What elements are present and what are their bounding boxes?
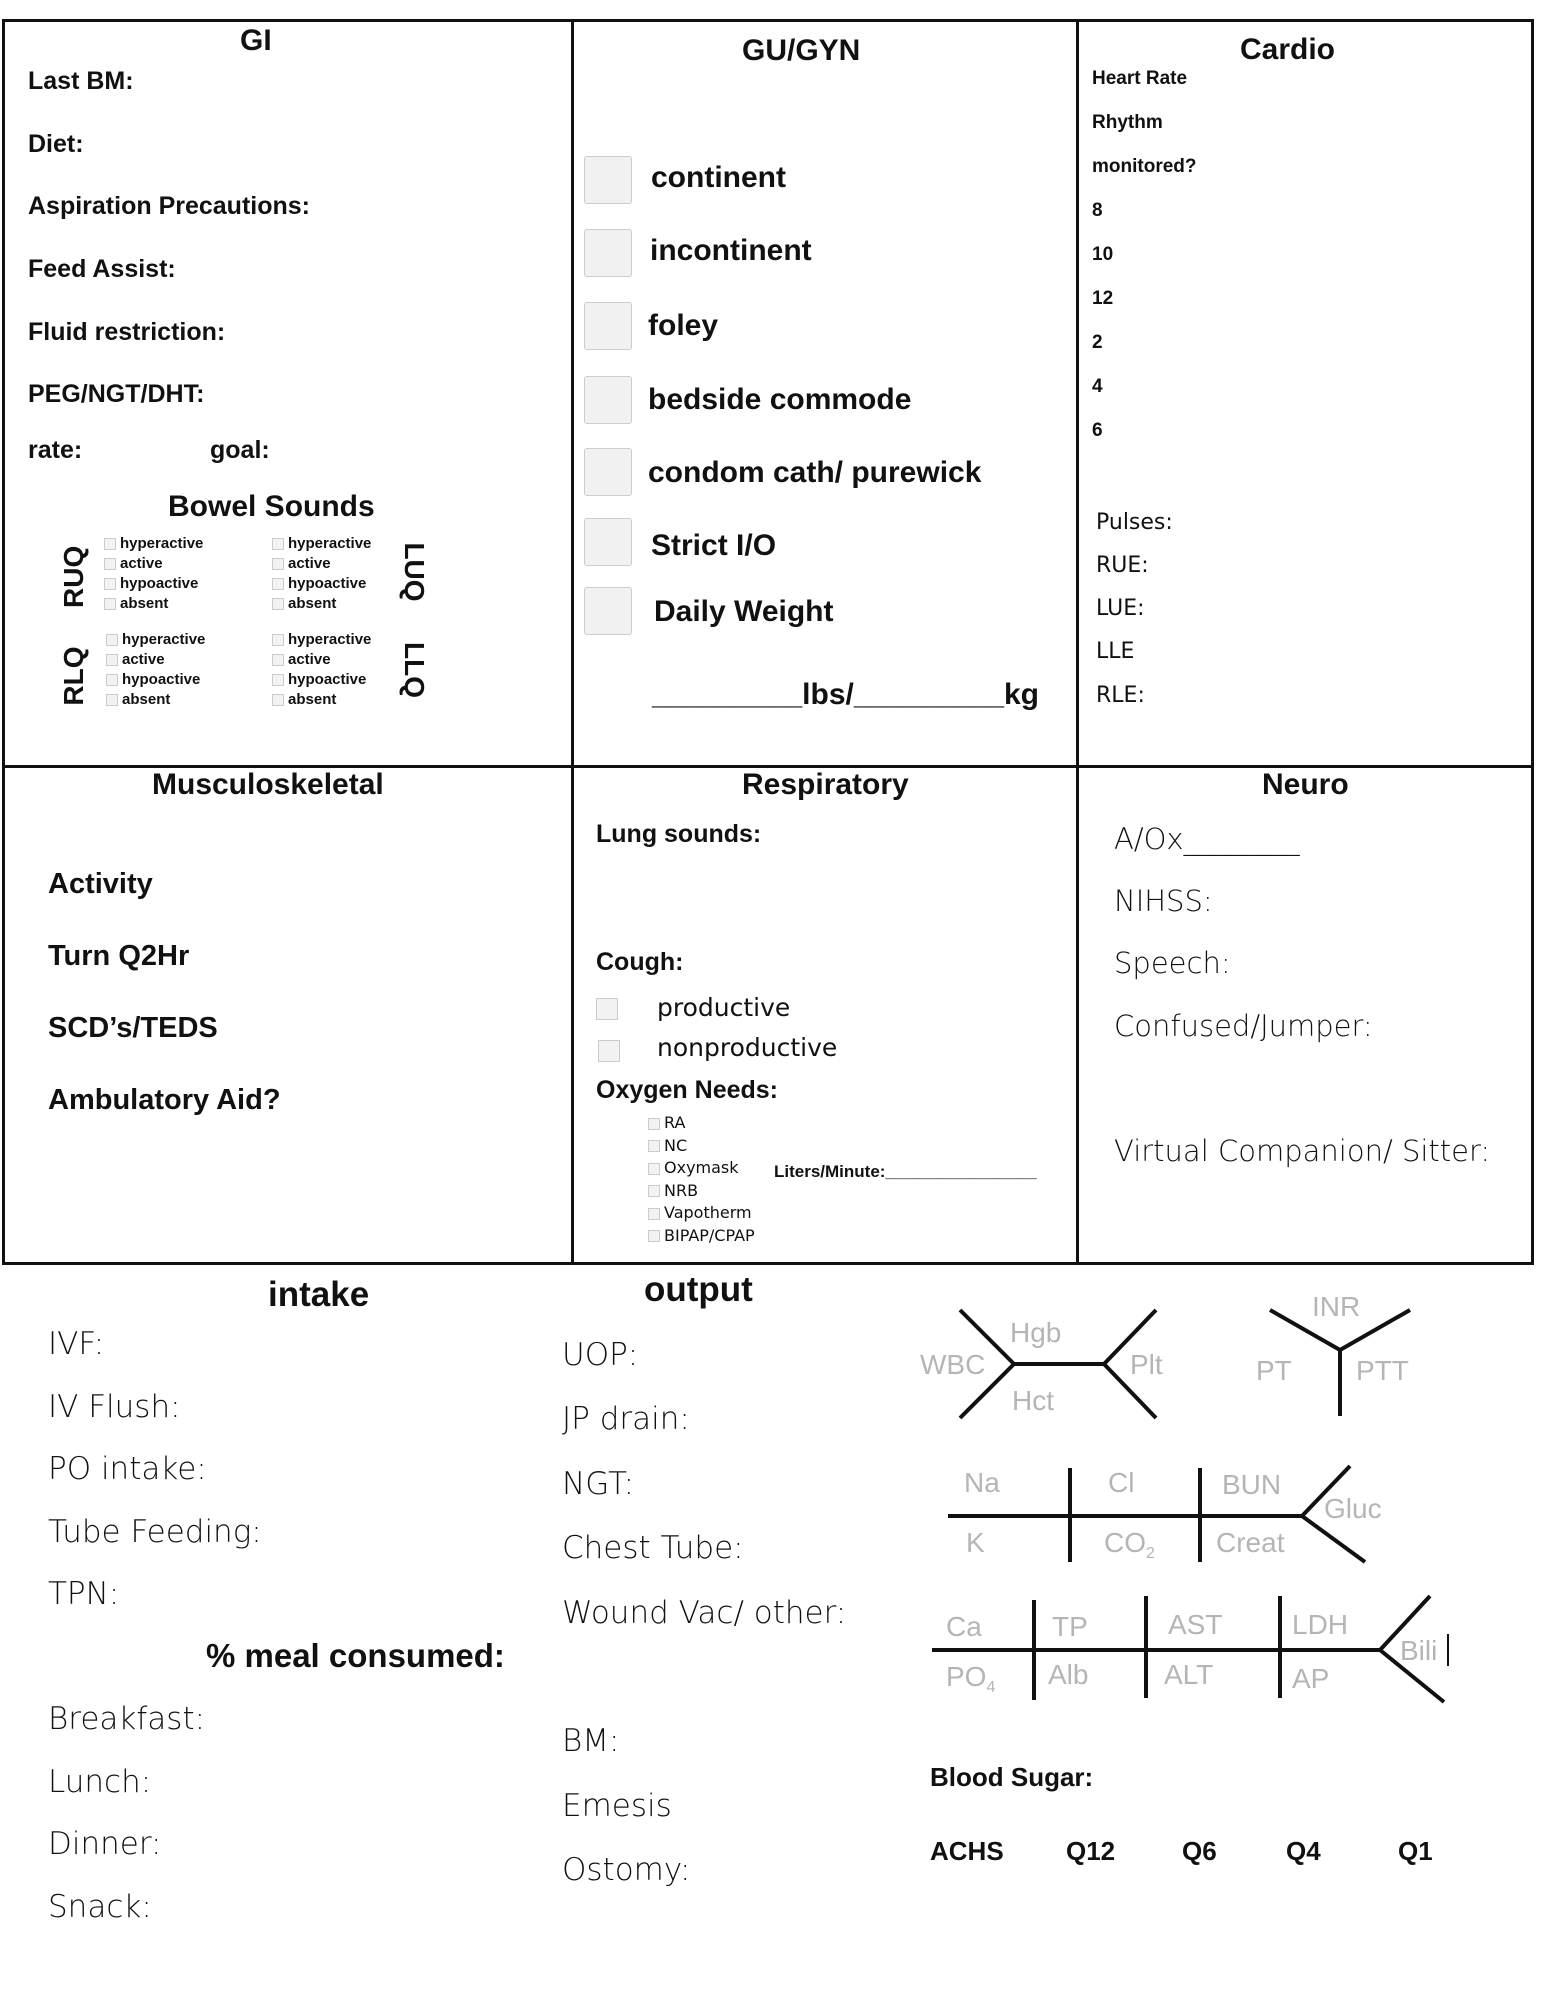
coag-ptt: PTT: [1356, 1355, 1409, 1386]
meal-consumed-title: % meal consumed:: [206, 1637, 505, 1674]
intake-ivf-label: IVF:: [48, 1326, 105, 1362]
list-item[interactable]: absent: [272, 690, 371, 710]
lft-bili: Bili: [1400, 1635, 1438, 1666]
llq-label: LLQ: [399, 642, 430, 698]
list-item[interactable]: hypoactive: [106, 670, 205, 690]
pulses-label: Pulses:: [1096, 510, 1173, 535]
output-title: output: [644, 1270, 753, 1309]
output-wound-vac-label: Wound Vac/ other:: [562, 1595, 847, 1631]
bmp-cl: Cl: [1108, 1467, 1135, 1498]
gi-rate-label: rate:: [28, 436, 83, 464]
lft-ast: AST: [1168, 1609, 1223, 1640]
list-item[interactable]: absent: [104, 594, 203, 614]
lft-tp: TP: [1052, 1611, 1088, 1642]
musculo-ambulatory-label: Ambulatory Aid?: [48, 1084, 281, 1116]
cbc-hct: Hct: [1012, 1385, 1054, 1416]
blood-sugar-q12[interactable]: Q12: [1066, 1836, 1116, 1866]
list-item[interactable]: hyperactive: [272, 630, 371, 650]
gu-commode-label: bedside commode: [648, 383, 912, 416]
bowel-sounds-title: Bowel Sounds: [168, 490, 375, 523]
cardio-time-2: 2: [1092, 332, 1103, 353]
resp-title: Respiratory: [742, 768, 909, 801]
list-item[interactable]: hypoactive: [272, 670, 371, 690]
blood-sugar-q6[interactable]: Q6: [1182, 1836, 1217, 1866]
cardio-time-8: 8: [1092, 200, 1103, 221]
musculo-scd-label: SCD’s/TEDS: [48, 1012, 218, 1044]
pulse-lue-label: LUE:: [1096, 596, 1145, 621]
gi-aspiration-label: Aspiration Precautions:: [28, 192, 310, 220]
gi-diet-label: Diet:: [28, 130, 84, 158]
list-item[interactable]: Vapotherm: [648, 1202, 755, 1225]
list-item[interactable]: NRB: [648, 1180, 755, 1203]
blood-sugar-achs[interactable]: ACHS: [930, 1836, 1004, 1866]
pulse-rle-label: RLE:: [1096, 683, 1145, 708]
list-item[interactable]: hyperactive: [104, 534, 203, 554]
gu-incontinent-label: incontinent: [650, 234, 812, 267]
lft-ca: Ca: [946, 1611, 982, 1642]
lft-po4: [946, 1661, 995, 1696]
cough-label: Cough:: [596, 948, 684, 976]
output-uop-label: UOP:: [562, 1337, 639, 1373]
coag-inr: INR: [1312, 1291, 1361, 1322]
intake-po-label: PO intake:: [48, 1451, 207, 1487]
list-item[interactable]: hyperactive: [272, 534, 371, 554]
meal-snack-label: Snack:: [48, 1889, 152, 1925]
gi-title: GI: [240, 24, 272, 57]
gu-title: GU/GYN: [742, 34, 861, 67]
output-bm-label: BM:: [562, 1723, 620, 1759]
list-item[interactable]: NC: [648, 1135, 755, 1158]
gu-foley-label: foley: [648, 309, 719, 342]
list-item[interactable]: BIPAP/CPAP: [648, 1225, 755, 1248]
blood-sugar-q4[interactable]: Q4: [1286, 1836, 1321, 1866]
cbc-hgb: Hgb: [1010, 1317, 1062, 1348]
musculo-activity-label: Activity: [48, 868, 153, 900]
weight-field[interactable]: _________lbs/_________kg: [652, 678, 1040, 711]
neuro-confused-label: Confused/Jumper:: [1114, 1009, 1373, 1043]
rlq-label: RLQ: [58, 646, 89, 706]
gi-peg-label: PEG/NGT/DHT:: [28, 380, 205, 408]
output-chest-tube-label: Chest Tube:: [562, 1530, 744, 1566]
list-item[interactable]: absent: [272, 594, 371, 614]
list-item[interactable]: hyperactive: [106, 630, 205, 650]
list-item[interactable]: RA: [648, 1112, 755, 1135]
cardio-time-10: 10: [1092, 244, 1114, 265]
gi-last-bm-label: Last BM:: [28, 67, 134, 95]
lft-po4-text: PO: [946, 1661, 987, 1692]
musculo-turn-label: Turn Q2Hr: [48, 940, 190, 972]
bmp-co2: [1104, 1527, 1155, 1562]
list-item[interactable]: active: [104, 554, 203, 574]
oxygen-needs-label: Oxygen Needs:: [596, 1076, 779, 1104]
meal-lunch-label: Lunch:: [48, 1764, 152, 1800]
cardio-title: Cardio: [1240, 33, 1336, 66]
neuro-speech-label: Speech:: [1114, 946, 1231, 980]
lft-po4-sub: 4: [986, 1679, 996, 1696]
intake-iv-flush-label: IV Flush:: [48, 1389, 181, 1425]
luq-label: LUQ: [399, 542, 430, 602]
pulse-rue-label: RUE:: [1096, 553, 1149, 578]
gu-condom-cath-label: condom cath/ purewick: [648, 456, 982, 489]
list-item[interactable]: active: [272, 554, 371, 574]
cardio-time-6: 6: [1092, 420, 1103, 441]
list-item[interactable]: absent: [106, 690, 205, 710]
liters-per-minute-field[interactable]: Liters/Minute:________________: [774, 1162, 1037, 1181]
gi-goal-label: goal:: [210, 436, 270, 464]
bmp-creat: Creat: [1216, 1527, 1285, 1558]
neuro-nihss-label: NIHSS:: [1114, 884, 1213, 918]
cardio-time-4: 4: [1092, 376, 1103, 397]
output-ostomy-label: Ostomy:: [562, 1852, 691, 1888]
gi-fluid-restriction-label: Fluid restriction:: [28, 318, 226, 346]
bmp-co2-sub: 2: [1146, 1545, 1155, 1562]
intake-tpn-label: TPN:: [48, 1576, 120, 1612]
ruq-label: RUQ: [58, 545, 89, 608]
cardio-rhythm-label: Rhythm: [1092, 112, 1163, 133]
musculo-title: Musculoskeletal: [152, 768, 384, 801]
bmp-co2-text: CO: [1104, 1527, 1146, 1558]
pulse-lle-label: LLE: [1096, 639, 1135, 664]
cough-nonproductive-label: nonproductive: [657, 1033, 838, 1062]
list-item[interactable]: Oxymask: [648, 1157, 755, 1180]
cough-productive-label: productive: [657, 993, 791, 1022]
neuro-title: Neuro: [1262, 768, 1349, 801]
list-item[interactable]: active: [106, 650, 205, 670]
cardio-monitored-label: monitored?: [1092, 156, 1197, 177]
bmp-k: K: [966, 1527, 985, 1558]
gi-feed-assist-label: Feed Assist:: [28, 255, 176, 283]
list-item[interactable]: hypoactive: [272, 574, 371, 594]
output-ngt-label: NGT:: [562, 1466, 635, 1502]
gu-strict-io-label: Strict I/O: [651, 529, 777, 562]
lft-alb: Alb: [1048, 1659, 1089, 1690]
neuro-virtual-companion-label: Virtual Companion/ Sitter:: [1114, 1134, 1491, 1168]
gu-daily-weight-label: Daily Weight: [654, 595, 834, 628]
blood-sugar-q1[interactable]: Q1: [1398, 1836, 1433, 1866]
intake-title: intake: [268, 1275, 370, 1314]
neuro-aox-field[interactable]: A/Ox________: [1114, 822, 1300, 856]
meal-dinner-label: Dinner:: [48, 1826, 162, 1862]
cardio-time-12: 12: [1092, 288, 1114, 309]
lft-alt: ALT: [1164, 1659, 1214, 1690]
coag-pt: PT: [1256, 1355, 1292, 1386]
gu-continent-label: continent: [651, 161, 786, 194]
lft-ap: AP: [1292, 1663, 1330, 1694]
lung-sounds-label: Lung sounds:: [596, 820, 762, 848]
cbc-wbc: WBC: [920, 1349, 986, 1380]
meal-breakfast-label: Breakfast:: [48, 1701, 206, 1737]
output-emesis-label: Emesis: [562, 1788, 672, 1824]
intake-tube-feeding-label: Tube Feeding:: [48, 1514, 262, 1550]
cbc-plt: Plt: [1130, 1349, 1163, 1380]
output-jp-drain-label: JP drain:: [562, 1401, 690, 1437]
bmp-gluc: Gluc: [1324, 1493, 1382, 1524]
bmp-bun: BUN: [1222, 1469, 1282, 1500]
bmp-na: Na: [964, 1467, 1000, 1498]
cardio-heart-rate-label: Heart Rate: [1092, 68, 1188, 89]
lft-ldh: LDH: [1292, 1609, 1349, 1640]
bmp-diagram: [948, 1466, 1365, 1562]
blood-sugar-label: Blood Sugar:: [930, 1762, 1094, 1792]
list-item[interactable]: hypoactive: [104, 574, 203, 594]
list-item[interactable]: active: [272, 650, 371, 670]
